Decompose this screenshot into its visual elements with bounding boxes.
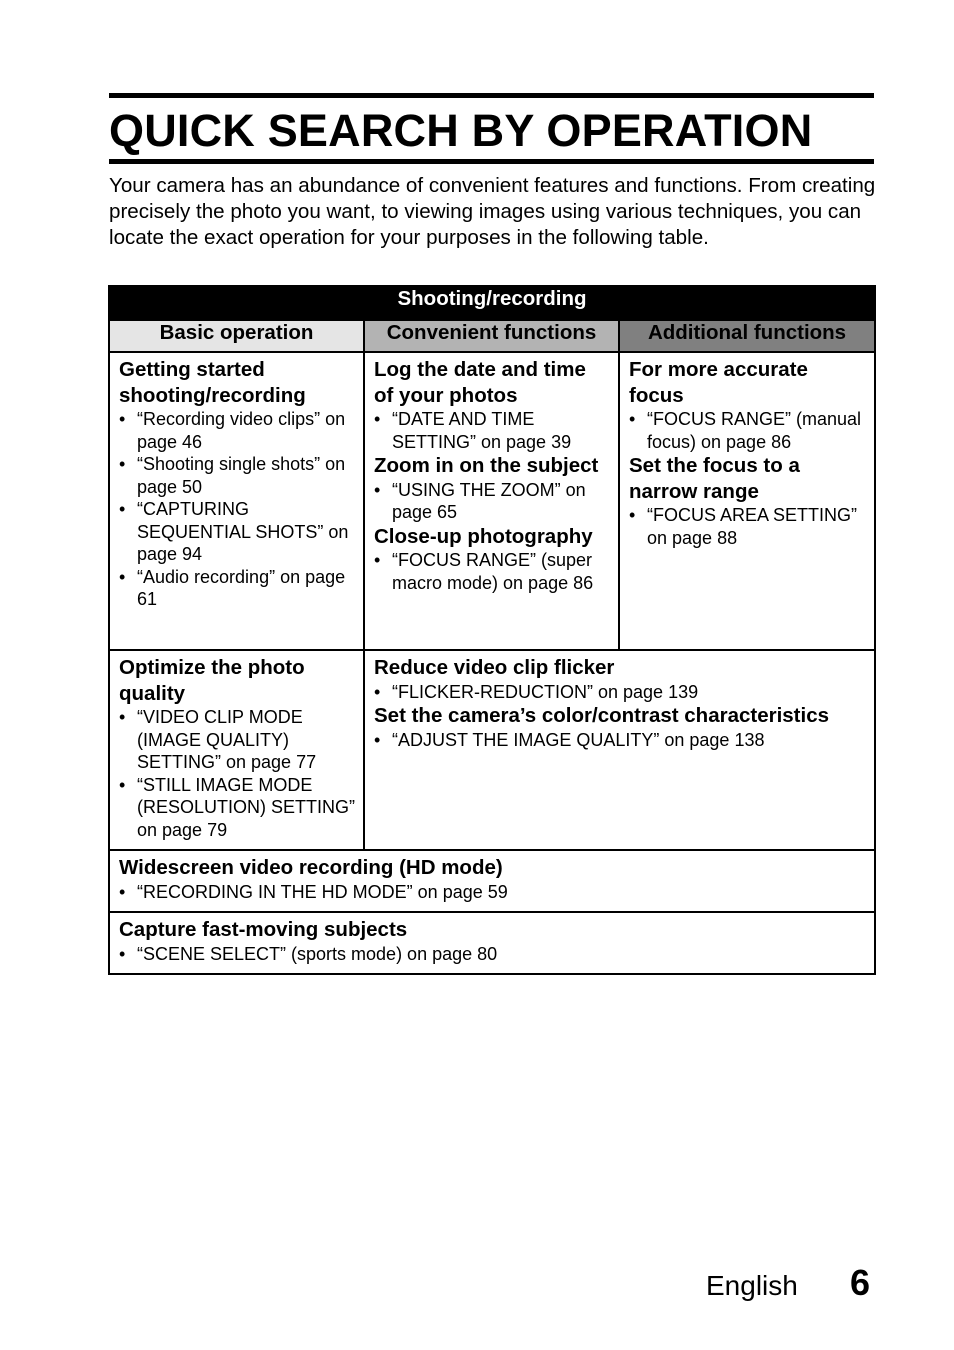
page-reference: [374, 549, 610, 594]
bullet: •: [374, 409, 381, 430]
entry-heading: Getting started shooting/recording: [119, 358, 306, 407]
page-reference: [119, 498, 355, 566]
reference-text: “Audio recording” on page 61: [137, 566, 346, 610]
bullet: •: [374, 550, 381, 571]
reference-text: “USING THE ZOOM” on page 65: [392, 479, 586, 523]
column-header-additional: Additional functions: [619, 320, 875, 352]
page-reference: [119, 453, 355, 498]
reference-list: [374, 729, 866, 752]
bullet: •: [629, 505, 636, 526]
reference-text: “DATE AND TIME SETTING” on page 39: [392, 409, 572, 452]
cell-full: [109, 912, 875, 974]
bullet: •: [374, 479, 381, 500]
entry-heading: Close-up photography: [374, 524, 593, 548]
page-reference: [629, 504, 866, 549]
reference-list: [374, 549, 610, 594]
entry-heading: Reduce video clip flicker: [374, 656, 615, 679]
reference-text: “VIDEO CLIP MODE (IMAGE QUALITY) SETTING” on page 77: [137, 707, 317, 773]
quick-search-table: [108, 285, 876, 975]
reference-text: “FOCUS AREA SETTING” on page 88: [647, 505, 858, 548]
reference-list: [629, 408, 866, 453]
bullet: •: [629, 409, 636, 430]
section-header: Shooting/recording: [109, 286, 875, 320]
table-row: [109, 850, 875, 912]
page-reference: [119, 706, 355, 774]
bullet: •: [119, 499, 126, 520]
bullet: •: [119, 454, 126, 475]
reference-text: “CAPTURING SEQUENTIAL SHOTS” on page 94: [137, 499, 349, 565]
column-header-basic: Basic operation: [109, 320, 364, 352]
reference-list: [119, 408, 355, 611]
title-block: [109, 93, 874, 164]
cell-wide: [364, 650, 875, 850]
table-row: [109, 352, 875, 650]
entry-heading: Log the date and time of your photos: [374, 358, 586, 407]
bullet: •: [119, 707, 126, 728]
cell-basic: [109, 352, 364, 650]
entry-heading: For more accurate focus: [629, 358, 808, 407]
entry-heading: Optimize the photo quality: [119, 656, 305, 705]
reference-list: [374, 681, 866, 704]
entry-heading: Set the camera’s color/contrast characteristics: [374, 704, 830, 728]
page-reference: [374, 408, 610, 453]
table-row: [109, 650, 875, 850]
cell-additional: [619, 352, 875, 650]
page-reference: [119, 943, 866, 966]
footer-language: English: [706, 1270, 798, 1301]
page-number: 6: [850, 1262, 871, 1303]
reference-text: “STILL IMAGE MODE (RESOLUTION) SETTING” on page 79: [137, 774, 356, 840]
reference-text: “SCENE SELECT” (sports mode) on page 80: [137, 943, 498, 964]
intro-paragraph: Your camera has an abundance of convenient features and functions. From creating precisely the photo you want, to viewing images using various techniques, you can locate the exact operation for your purposes in the following table.: [109, 174, 876, 249]
page-reference: [119, 881, 866, 904]
page-reference: [119, 774, 355, 842]
reference-text: “Recording video clips” on page 46: [137, 409, 346, 452]
bullet: •: [119, 409, 126, 430]
cell-full: [109, 850, 875, 912]
page-reference: [119, 408, 355, 453]
reference-list: [629, 504, 866, 549]
entry-heading: Capture fast-moving subjects: [119, 918, 408, 942]
bullet: •: [119, 943, 126, 964]
page-reference: [629, 408, 866, 453]
entry-heading: Widescreen video recording (HD mode): [119, 856, 503, 880]
reference-text: “ADJUST THE IMAGE QUALITY” on page 138: [392, 729, 765, 750]
page-reference: [374, 681, 866, 704]
table-row: [109, 912, 875, 974]
bullet: •: [119, 774, 126, 795]
reference-list: [119, 943, 866, 966]
page-reference: [374, 479, 610, 524]
reference-text: “FLICKER-REDUCTION” on page 139: [392, 681, 699, 702]
entry-heading: Set the focus to a narrow range: [629, 454, 800, 503]
bullet: •: [374, 729, 381, 750]
bullet: •: [119, 881, 126, 902]
bullet: •: [119, 566, 126, 587]
reference-list: [119, 706, 355, 841]
page-title: QUICK SEARCH BY OPERATION: [109, 105, 813, 156]
reference-text: “RECORDING IN THE HD MODE” on page 59: [137, 881, 508, 902]
page-reference: [119, 566, 355, 611]
reference-list: [119, 881, 866, 904]
reference-text: “FOCUS RANGE” (manual focus) on page 86: [647, 409, 862, 452]
reference-text: “FOCUS RANGE” (super macro mode) on page 86: [392, 550, 594, 593]
cell-convenient: [364, 352, 619, 650]
cell-basic: [109, 650, 364, 850]
column-header-convenient: Convenient functions: [364, 320, 619, 352]
reference-text: “Shooting single shots” on page 50: [137, 454, 346, 497]
entry-heading: Zoom in on the subject: [374, 454, 599, 478]
page-reference: [374, 729, 866, 752]
bullet: •: [374, 681, 381, 702]
reference-list: [374, 408, 610, 453]
reference-list: [374, 479, 610, 524]
